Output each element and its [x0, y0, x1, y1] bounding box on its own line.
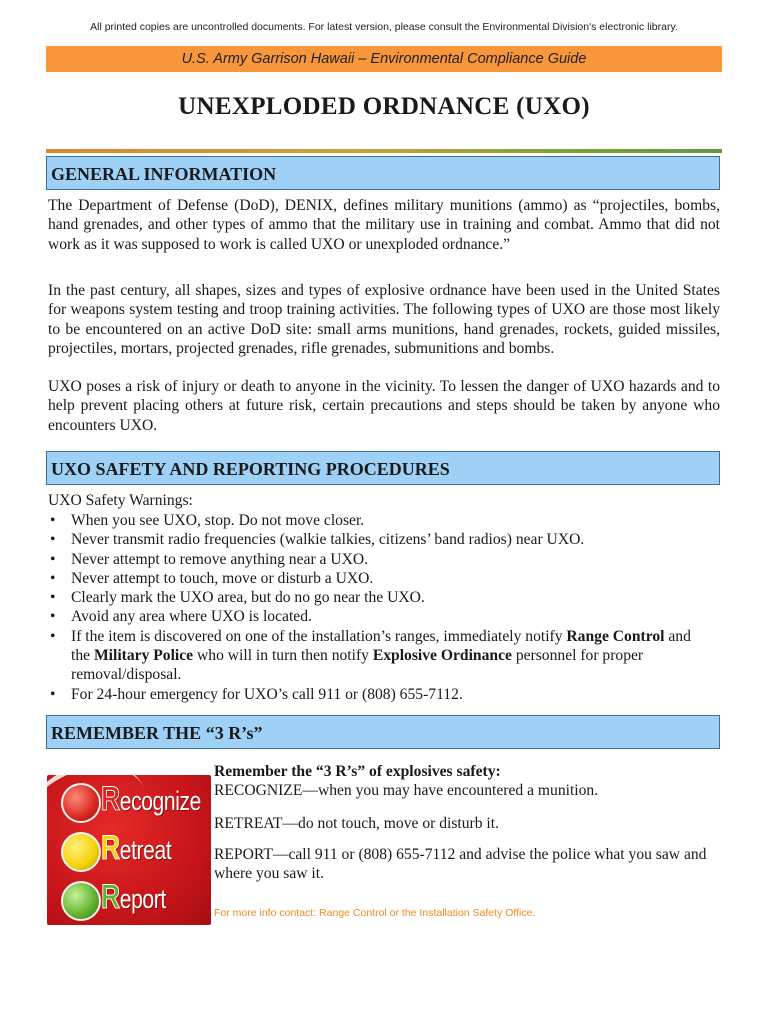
safety-intro: UXO Safety Warnings:: [48, 492, 193, 509]
notify-text: If the item is discovered on one of the installation’s ranges, immediately notify: [71, 627, 567, 645]
list-item: [48, 627, 708, 685]
disclaimer-text: All printed copies are uncontrolled documents. For latest version, please consult the Environmental Division's electronic library.: [90, 21, 678, 33]
list-item: • When you see UXO, stop. Do not move closer.: [48, 511, 708, 530]
safety-warnings-list: [48, 511, 708, 704]
logo-word-report: Report: [101, 878, 166, 916]
yellow-light-icon: [61, 832, 101, 872]
range-control-text: Range Control: [566, 627, 665, 645]
explosive-ordinance-text: Explosive Ordinance: [372, 647, 512, 665]
list-item: • For 24-hour emergency for UXO’s call 911 or (808) 655-7112.: [48, 685, 708, 704]
section-heading-general: GENERAL INFORMATION: [46, 156, 720, 190]
list-item: • Avoid any area where UXO is located.: [48, 607, 708, 626]
notify-text: personnel for proper removal/disposal.: [71, 647, 644, 684]
section-heading-remember: REMEMBER THE “3 R’s”: [46, 715, 720, 749]
guide-banner: U.S. Army Garrison Hawaii – Environmental Compliance Guide: [46, 46, 722, 72]
notify-text: who will in turn then notify: [193, 647, 373, 665]
title-divider: [46, 149, 722, 153]
list-item: • Never attempt to remove anything near a UXO.: [48, 550, 708, 569]
general-paragraph-3: UXO poses a risk of injury or death to anyone in the vicinity. To lessen the danger of UXO hazards and to help prevent placing others at future risk, certain precautions and steps should be taken by anyone who encounters UXO.: [48, 378, 720, 434]
recognize-text: RECOGNIZE—when you may have encountered a munition.: [214, 782, 599, 799]
list-item: • Clearly mark the UXO area, but do no go near the UXO.: [48, 588, 708, 607]
three-rs-lead: Remember the “3 R’s” of explosives safety:: [214, 763, 501, 780]
report-text: REPORT—call 911 or (808) 655-7112 and advise the police what you saw and where you saw it.: [214, 846, 707, 883]
military-police-text: Military Police: [93, 647, 194, 665]
document-title: UNEXPLODED ORDNANCE (UXO): [178, 93, 590, 120]
red-light-icon: [61, 783, 101, 823]
retreat-text: RETREAT—do not touch, move or disturb it.: [214, 815, 499, 832]
three-rs-logo: [47, 775, 211, 925]
logo-word-recognize: Recognize: [101, 780, 201, 818]
contact-note: For more info contact: Range Control or the Installation Safety Office.: [214, 907, 536, 919]
notify-text: and the: [71, 627, 691, 665]
section-heading-safety: UXO SAFETY AND REPORTING PROCEDURES: [46, 451, 720, 485]
general-paragraph-2: In the past century, all shapes, sizes and types of explosive ordnance have been used in the United States for weapons system testing and troop training activities. The following types of UXO are those most likely to be encountered on an active DoD site: small arms munitions, hand grenades, rockets, guided missiles, projectiles, mortars, projected grenades, rifle grenades, submunitions and bombs.: [48, 282, 720, 357]
list-item: • Never transmit radio frequencies (walkie talkies, citizens’ band radios) near UXO.: [48, 530, 708, 549]
green-light-icon: [61, 881, 101, 921]
general-paragraph-1: The Department of Defense (DoD), DENIX, defines military munitions (ammo) as “projectiles, bombs, hand grenades, and other types of ammo that the military use in training and combat. Ammo that did not work as it was supposed to work is called UXO or unexploded ordnance.”: [48, 197, 720, 253]
logo-word-retreat: Retreat: [101, 829, 172, 867]
list-item: • Never attempt to touch, move or disturb a UXO.: [48, 569, 708, 588]
